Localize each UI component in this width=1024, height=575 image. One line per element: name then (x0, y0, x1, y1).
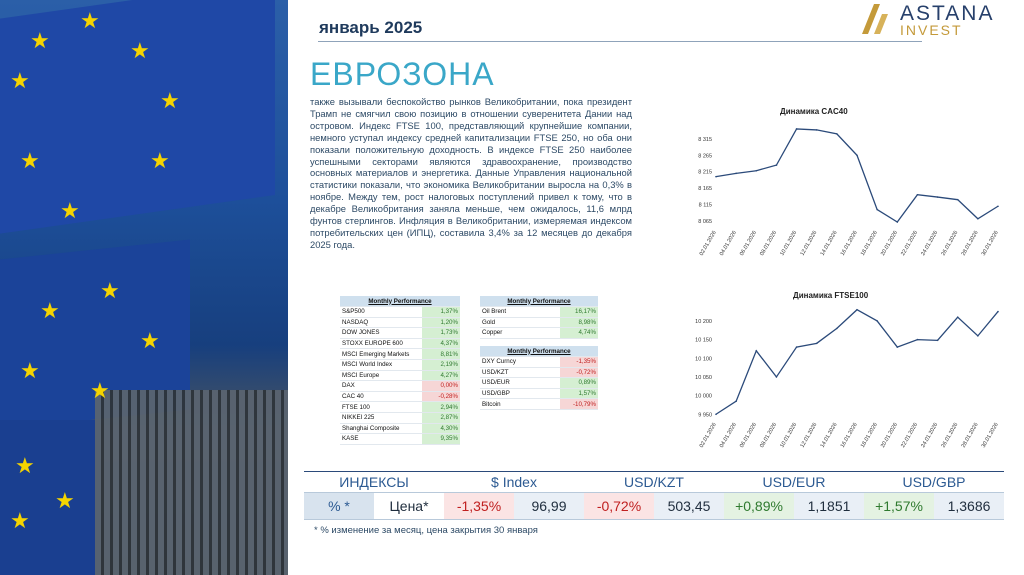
x-tick-label: 30.01.2026 (980, 422, 1000, 449)
header-divider (318, 41, 922, 42)
indices-header-cell: USD/KZT (624, 474, 684, 490)
x-tick-label: 28.01.2026 (960, 422, 980, 449)
table-row (480, 378, 598, 389)
table-row (480, 367, 598, 378)
table-row (340, 391, 460, 402)
table-row (480, 388, 598, 399)
index-perf-value: 2,94% (422, 402, 460, 413)
currency-perf-value: -10,79% (560, 399, 598, 410)
index-perf-value: 1,37% (422, 307, 460, 318)
index-perf-value: 0,00% (422, 381, 460, 392)
data-point (957, 316, 959, 318)
currency-perf-title: Monthly Performance (480, 346, 598, 357)
data-point (896, 221, 898, 223)
price-value: 1,1851 (794, 493, 864, 519)
chart-title-cac40: Динамика CAC40 (780, 107, 848, 116)
table-row (480, 317, 598, 328)
index-perf-value: 9,35% (422, 434, 460, 445)
x-tick-label: 10.01.2026 (779, 230, 799, 257)
index-perf-value: 4,37% (422, 338, 460, 349)
logo-name: ASTANA (900, 2, 995, 25)
currency-perf-name: DXY Curncy (480, 357, 560, 368)
x-tick-label: 02.01.2026 (698, 230, 718, 257)
y-tick-label: 8 115 (698, 202, 712, 209)
table-row (480, 307, 598, 318)
data-point (796, 128, 798, 130)
price-value: 96,99 (514, 493, 584, 519)
y-tick-label: 10 100 (695, 356, 712, 363)
series-line (716, 129, 998, 222)
index-perf-value: 8,81% (422, 349, 460, 360)
eu-flag-lower (0, 420, 100, 575)
x-tick-label: 04.01.2026 (718, 422, 738, 449)
x-tick-label: 10.01.2026 (779, 422, 799, 449)
table-row (480, 399, 598, 410)
x-tick-label: 08.01.2026 (759, 230, 779, 257)
data-point (715, 176, 717, 178)
chart-cac40 (676, 118, 1006, 268)
x-tick-label: 24.01.2026 (920, 422, 940, 449)
y-tick-label: 8 265 (698, 153, 712, 160)
astana-invest-logo-icon (858, 2, 894, 36)
table-row (340, 307, 460, 318)
x-tick-label: 18.01.2026 (859, 422, 879, 449)
index-perf-name: FTSE 100 (340, 402, 422, 413)
data-point (977, 335, 979, 337)
index-perf-value: 4,27% (422, 370, 460, 381)
table-row (340, 349, 460, 360)
x-tick-label: 26.01.2026 (940, 422, 960, 449)
currency-perf-name: USD/KZT (480, 367, 560, 378)
data-point (937, 340, 939, 342)
index-perf-name: MSCI Europe (340, 370, 422, 381)
index-perf-name: NIKKEI 225 (340, 412, 422, 423)
index-perf-name: MSCI World Index (340, 359, 422, 370)
table-commodities-performance (480, 296, 598, 339)
table-row (340, 359, 460, 370)
x-tick-label: 06.01.2026 (739, 230, 759, 257)
y-tick-label: 10 000 (695, 393, 712, 400)
footnote: * % изменение за месяц, цена закрытия 30 января (314, 525, 538, 536)
y-tick-label: 10 200 (695, 318, 712, 325)
data-point (856, 154, 858, 156)
table-row (340, 402, 460, 413)
commodity-perf-value: 8,98% (560, 317, 598, 328)
section-title: ЕВРОЗОНА (310, 56, 495, 92)
x-tick-label: 22.01.2026 (900, 230, 920, 257)
index-perf-value: 2,87% (422, 412, 460, 423)
building-facade (95, 390, 288, 575)
index-perf-name: DOW JONES (340, 328, 422, 339)
x-tick-label: 14.01.2026 (819, 230, 839, 257)
commodity-perf-value: 16,17% (560, 307, 598, 318)
currency-perf-value: -0,72% (560, 367, 598, 378)
currency-perf-value: 0,89% (560, 378, 598, 389)
report-date: январь 2025 (319, 18, 423, 37)
y-tick-label: 9 950 (698, 412, 712, 419)
index-perf-name: STOXX EUROPE 600 (340, 338, 422, 349)
currency-perf-value: 1,57% (560, 388, 598, 399)
indices-header-cell: USD/EUR (762, 474, 826, 490)
x-tick-label: 28.01.2026 (960, 230, 980, 257)
y-tick-label: 8 065 (698, 219, 712, 226)
data-point (836, 328, 838, 330)
series-line (716, 310, 998, 415)
data-point (755, 350, 757, 352)
index-perf-name: DAX (340, 381, 422, 392)
data-point (715, 413, 717, 415)
index-perf-value: 1,20% (422, 317, 460, 328)
row-label-change: % * (304, 493, 374, 519)
x-tick-label: 22.01.2026 (900, 422, 920, 449)
x-tick-label: 30.01.2026 (980, 230, 1000, 257)
index-perf-name: Shanghai Composite (340, 423, 422, 434)
x-tick-label: 24.01.2026 (920, 230, 940, 257)
data-point (937, 196, 939, 198)
index-perf-value: 2,19% (422, 359, 460, 370)
x-tick-label: 14.01.2026 (819, 422, 839, 449)
data-point (816, 129, 818, 131)
index-perf-name: KASE (340, 434, 422, 445)
x-tick-label: 06.01.2026 (739, 422, 759, 449)
data-point (896, 346, 898, 348)
index-perf-value: 4,30% (422, 423, 460, 434)
indices-summary-bar (304, 471, 1004, 520)
index-perf-name: MSCI Emerging Markets (340, 349, 422, 360)
index-perf-value: 1,73% (422, 328, 460, 339)
x-tick-label: 12.01.2026 (799, 230, 819, 257)
x-tick-label: 20.01.2026 (880, 422, 900, 449)
data-point (957, 199, 959, 201)
table-row (340, 338, 460, 349)
indices-header-cell: USD/GBP (902, 474, 966, 490)
logo-subtitle: INVEST (900, 22, 963, 38)
data-point (917, 194, 919, 196)
data-point (755, 170, 757, 172)
chart-ftse100 (676, 300, 1006, 460)
chart-title-ftse100: Динамика FTSE100 (793, 291, 869, 300)
commodity-perf-title: Monthly Performance (480, 296, 598, 307)
table-row (340, 328, 460, 339)
x-tick-label: 16.01.2026 (839, 230, 859, 257)
x-tick-label: 02.01.2026 (698, 422, 718, 449)
index-perf-name: S&P500 (340, 307, 422, 318)
price-value: 503,45 (654, 493, 724, 519)
commodity-perf-name: Gold (480, 317, 560, 328)
x-tick-label: 16.01.2026 (839, 422, 859, 449)
x-tick-label: 08.01.2026 (759, 422, 779, 449)
x-tick-label: 20.01.2026 (880, 230, 900, 257)
body-paragraph: также вызывали беспокойство рынков Великобритании, пока президент Трамп не смягчил свою позицию в отношении суверенитета Дании над островом. Индекс FTSE 100, представляющий крупнейшие компании, немного уступал индексу средней капитализации FTSE 250, но оба они показали положительную доходность. В индексе FTSE 250 наиболее успешными секторами являются здравоохранение, производство основных материалов и энергетика. Данные Управления национальной статистики показали, что экономика Великобритании выросла на 0,3% в ноябре. Между тем, рост налоговых поступлений привел к тому, что в декабре Великобритания заняла меньше, чем ожидалось, 11,6 млрд фунтов стерлингов. Инфляция в Великобритании, измеряемая индексом потребительских цен (ИПЦ), составила 3,4% за 12 месяцев до декабря 2025 года. (310, 96, 632, 250)
y-tick-label: 8 165 (698, 186, 712, 193)
data-point (977, 218, 979, 220)
eu-flags-photo: ★ ★ ★ ★ ★ ★ ★ ★ ★ ★ ★ ★ ★ ★ ★ ★ (0, 0, 288, 575)
data-point (735, 173, 737, 175)
data-point (776, 376, 778, 378)
table-row (340, 423, 460, 434)
data-point (917, 339, 919, 341)
table-currencies-performance (480, 346, 598, 410)
currency-perf-name: Bitcoin (480, 399, 560, 410)
table-row (480, 328, 598, 339)
x-tick-label: 18.01.2026 (859, 230, 879, 257)
commodity-perf-name: Copper (480, 328, 560, 339)
index-perf-title: Monthly Performance (340, 296, 460, 307)
data-point (816, 343, 818, 345)
change-value: -0,72% (584, 493, 654, 519)
commodity-perf-name: Oil Brent (480, 307, 560, 318)
x-tick-label: 12.01.2026 (799, 422, 819, 449)
data-point (876, 320, 878, 322)
change-value: +1,57% (864, 493, 934, 519)
y-tick-label: 8 215 (698, 169, 712, 176)
price-value: 1,3686 (934, 493, 1004, 519)
y-tick-label: 8 315 (698, 136, 712, 143)
indices-header-cell: ИНДЕКСЫ (339, 474, 409, 490)
currency-perf-name: USD/EUR (480, 378, 560, 389)
indices-values-row (304, 492, 1004, 520)
row-label-price: Цена* (374, 493, 444, 519)
change-value: -1,35% (444, 493, 514, 519)
y-tick-label: 10 050 (695, 374, 712, 381)
table-row (340, 412, 460, 423)
data-point (997, 311, 999, 313)
table-indices-performance (340, 296, 460, 445)
table-row (340, 381, 460, 392)
indices-header-cell: $ Index (491, 474, 537, 490)
change-value: +0,89% (724, 493, 794, 519)
x-tick-label: 26.01.2026 (940, 230, 960, 257)
index-perf-value: -0,28% (422, 391, 460, 402)
index-perf-name: CAC 40 (340, 391, 422, 402)
table-row (480, 357, 598, 368)
data-point (997, 205, 999, 207)
currency-perf-name: USD/GBP (480, 388, 560, 399)
data-point (856, 309, 858, 311)
table-row (340, 317, 460, 328)
data-point (776, 164, 778, 166)
y-tick-label: 10 150 (695, 337, 712, 344)
index-perf-name: NASDAQ (340, 317, 422, 328)
indices-header-row (304, 471, 1004, 492)
data-point (735, 400, 737, 402)
x-tick-label: 04.01.2026 (718, 230, 738, 257)
data-point (836, 133, 838, 135)
table-row (340, 434, 460, 445)
currency-perf-value: -1,35% (560, 357, 598, 368)
table-row (340, 370, 460, 381)
data-point (876, 209, 878, 211)
commodity-perf-value: 4,74% (560, 328, 598, 339)
data-point (796, 346, 798, 348)
